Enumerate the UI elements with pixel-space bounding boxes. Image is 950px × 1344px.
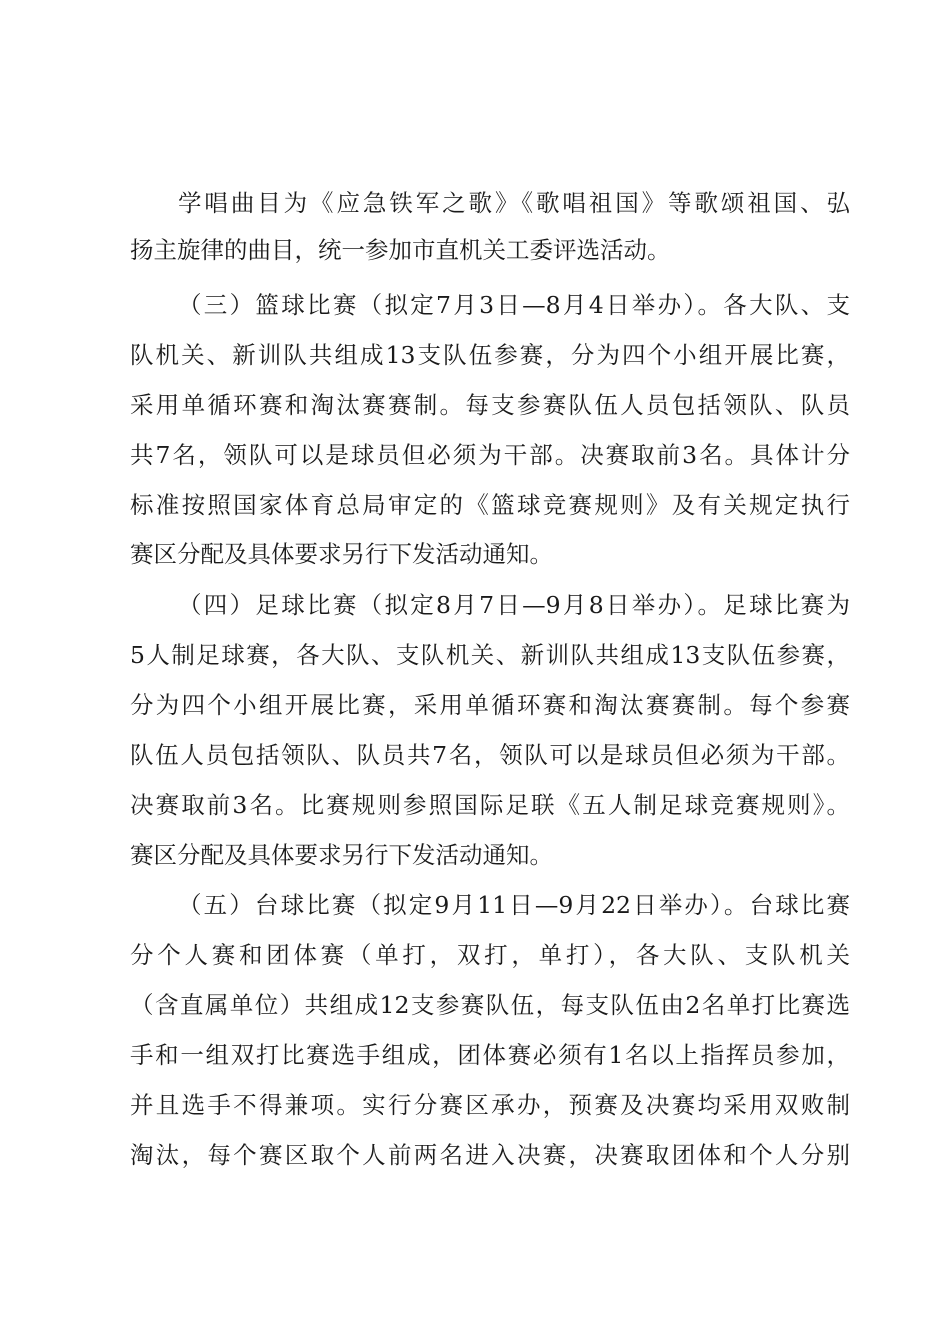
paragraph-line: 扬主旋律的曲目，统一参加市直机关工委评选活动。 xyxy=(130,236,671,264)
paragraph-line: 手和一组双打比赛选手组成，团体赛必须有1名以上指挥员参加， xyxy=(130,1041,850,1069)
paragraph-line: （五）台球比赛（拟定9月11日—9月22日举办）。台球比赛 xyxy=(178,891,850,919)
paragraph-line: 分个人赛和团体赛（单打，双打，单打），各大队、支队机关 xyxy=(130,941,850,969)
paragraph-line: 学唱曲目为《应急铁军之歌》《歌唱祖国》等歌颂祖国、弘 xyxy=(178,189,850,217)
paragraph-line: 赛区分配及具体要求另行下发活动通知。 xyxy=(130,540,553,568)
paragraph-line: 标准按照国家体育总局审定的《篮球竞赛规则》及有关规定执行 xyxy=(130,491,850,519)
paragraph-line: 队机关、新训队共组成13支队伍参赛，分为四个小组开展比赛， xyxy=(130,341,850,369)
paragraph-line: 赛区分配及具体要求另行下发活动通知。 xyxy=(130,841,553,869)
paragraph-line: （四）足球比赛（拟定8月7日—9月8日举办）。足球比赛为 xyxy=(178,591,850,619)
paragraph-line: 队伍人员包括领队、队员共7名，领队可以是球员但必须为干部。 xyxy=(130,741,850,769)
paragraph-line: 5人制足球赛，各大队、支队机关、新训队共组成13支队伍参赛， xyxy=(130,641,850,669)
paragraph-line: 采用单循环赛和淘汰赛赛制。每支参赛队伍人员包括领队、队员 xyxy=(130,391,850,419)
paragraph-line: 分为四个小组开展比赛，采用单循环赛和淘汰赛赛制。每个参赛 xyxy=(130,691,850,719)
paragraph-line: 淘汰，每个赛区取个人前两名进入决赛，决赛取团体和个人分别 xyxy=(130,1141,850,1169)
paragraph-line: 并且选手不得兼项。实行分赛区承办，预赛及决赛均采用双败制 xyxy=(130,1091,850,1119)
paragraph-line: 决赛取前3名。比赛规则参照国际足联《五人制足球竞赛规则》。 xyxy=(130,791,850,819)
paragraph-line: （含直属单位）共组成12支参赛队伍，每支队伍由2名单打比赛选 xyxy=(130,991,850,1019)
paragraph-line: 共7名，领队可以是球员但必须为干部。决赛取前3名。具体计分 xyxy=(130,441,850,469)
paragraph-line: （三）篮球比赛（拟定7月3日—8月4日举办）。各大队、支 xyxy=(178,291,850,319)
